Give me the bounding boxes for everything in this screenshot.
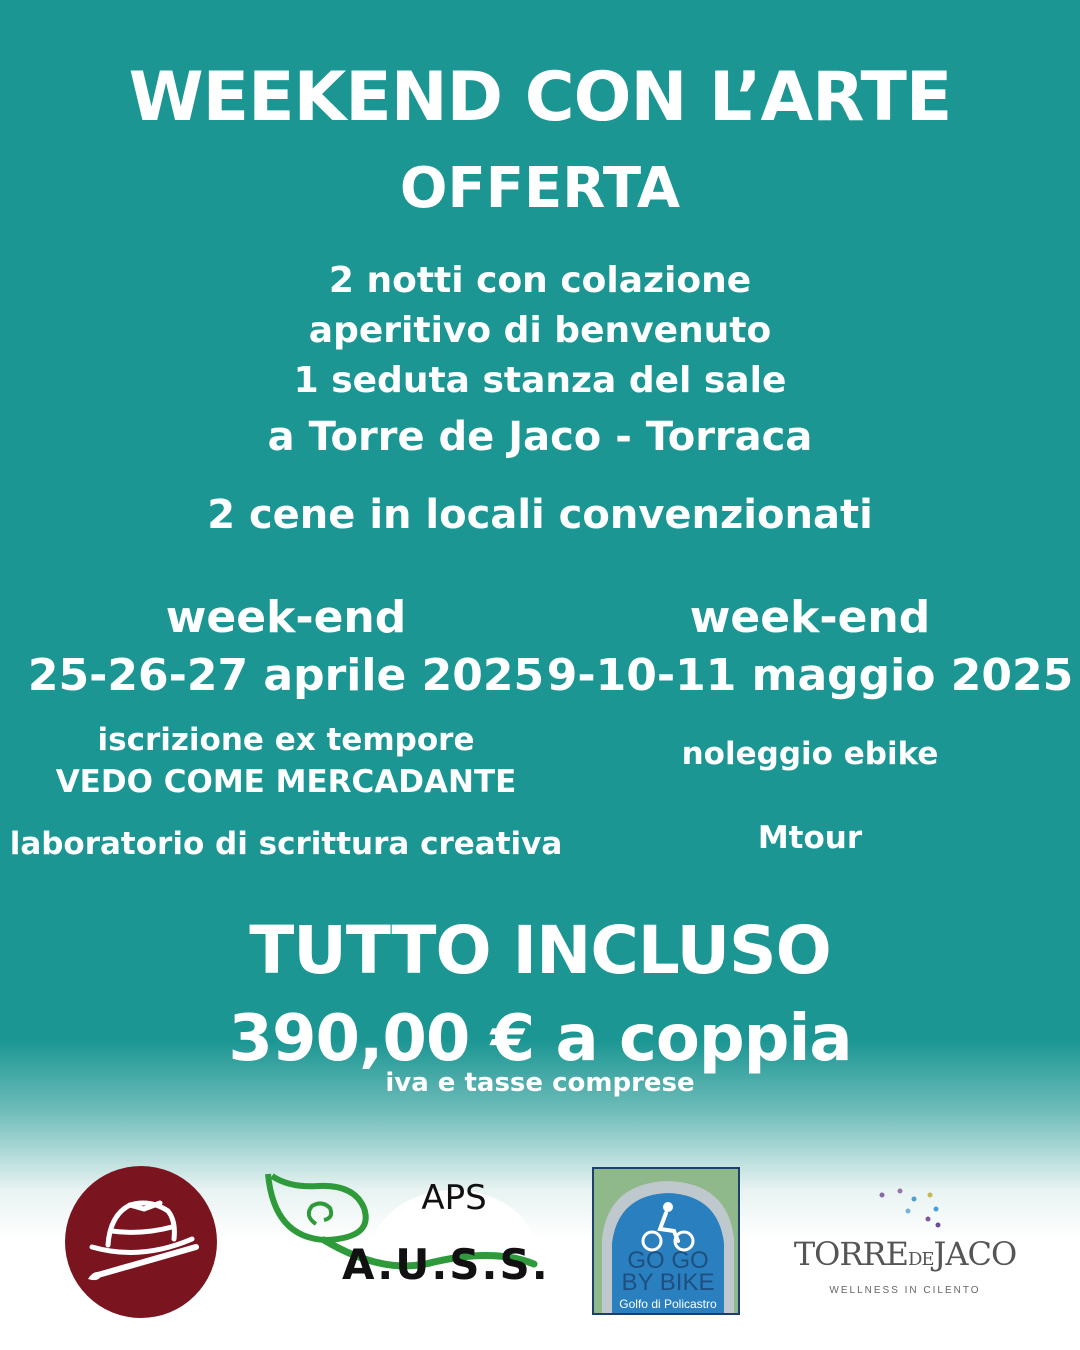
- offer-line: a Torre de Jaco - Torraca: [267, 414, 813, 460]
- weekend-label-may: week-end: [689, 592, 931, 643]
- weekend-item: noleggio ebike: [681, 736, 939, 772]
- torre-name-part: DE: [907, 1249, 934, 1270]
- aps-text: APS: [421, 1178, 487, 1218]
- weekend-item: VEDO COME MERCADANTE: [55, 764, 517, 800]
- price-headline: TUTTO INCLUSO: [249, 912, 831, 989]
- offer-line: aperitivo di benvenuto: [308, 310, 772, 351]
- dots-icon: [790, 1185, 1020, 1235]
- gogo-by-bike-logo: [592, 1167, 740, 1315]
- weekend-dates-april: 25-26-27 aprile 2025: [27, 650, 545, 701]
- offer-line: 2 notti con colazione: [328, 260, 752, 301]
- price-amount: 390,00 € a coppia: [228, 1002, 852, 1076]
- gogo-text: GO GO: [627, 1247, 709, 1274]
- torre-name: [790, 1235, 1020, 1273]
- aps-auss-logo: [264, 1168, 550, 1318]
- weekend-item: iscrizione ex tempore: [97, 722, 475, 758]
- weekend-dates-may: 9-10-11 maggio 2025: [546, 650, 1074, 701]
- gobybike-caption: Golfo di Policastro: [619, 1297, 717, 1311]
- offer-line: 1 seduta stanza del sale: [293, 360, 787, 401]
- hat-and-brush-icon: [64, 1165, 218, 1319]
- weekend-label-april: week-end: [165, 592, 407, 643]
- weekend-item: Mtour: [757, 820, 863, 856]
- price-note: iva e tasse comprese: [385, 1068, 695, 1098]
- weekend-item: laboratorio di scrittura creativa: [9, 826, 563, 862]
- torre-tagline: WELLNESS IN CILENTO: [829, 1285, 981, 1296]
- hat-brush-logo: [64, 1165, 218, 1319]
- offer-line: 2 cene in locali convenzionati: [207, 492, 873, 538]
- auss-text: A.U.S.S.: [342, 1240, 550, 1289]
- poster-subtitle: OFFERTA: [399, 156, 681, 221]
- torre-de-jaco-logo: [790, 1185, 1020, 1305]
- torre-name-part: JACO: [933, 1235, 1017, 1273]
- by-bike-text: BY BIKE: [621, 1269, 715, 1296]
- torre-name-part: TORRE: [793, 1235, 908, 1273]
- poster-title: WEEKEND CON L’ARTE: [128, 58, 952, 137]
